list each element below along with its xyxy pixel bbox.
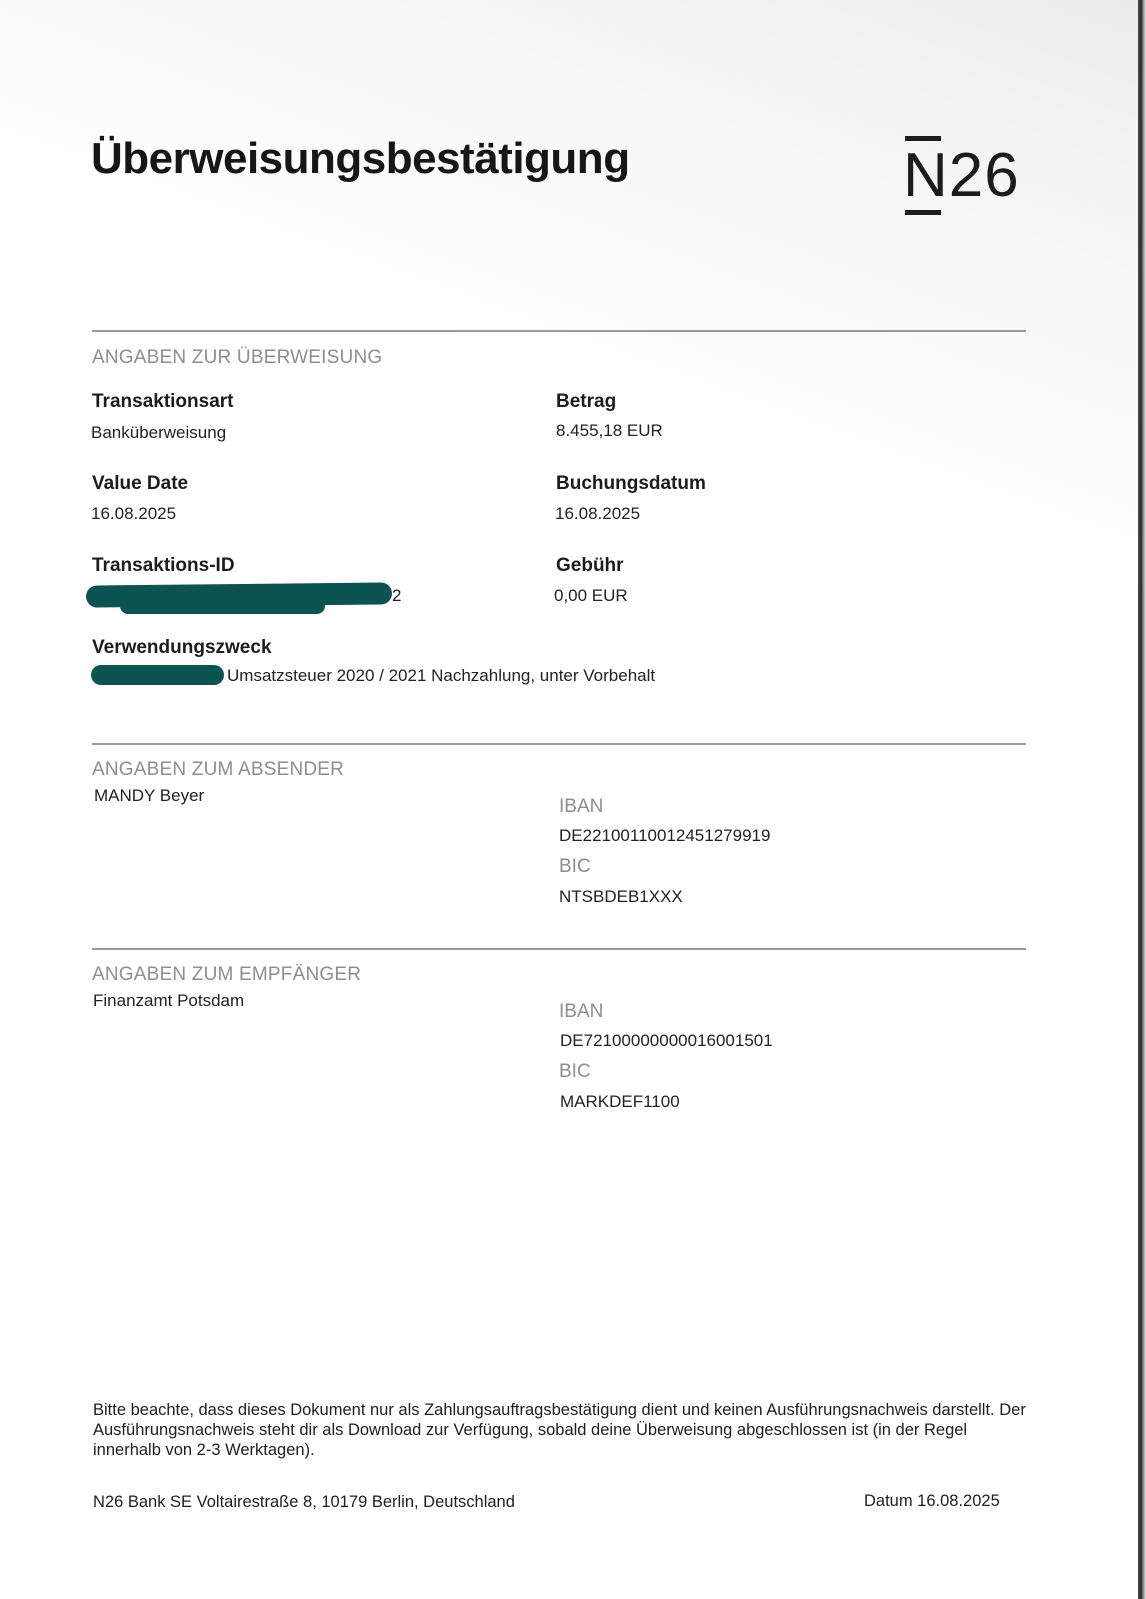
n26-logo: [903, 134, 1028, 218]
sender-iban-label: IBAN: [559, 796, 604, 817]
section-title-sender: ANGABEN ZUM ABSENDER: [92, 759, 345, 780]
purpose-redaction: [91, 665, 224, 685]
page-edge-shadow: [1138, 0, 1146, 1599]
booking-date-label: Buchungsdatum: [556, 473, 706, 494]
section-title-recipient: ANGABEN ZUM EMPFÄNGER: [92, 964, 362, 985]
section-title-transfer: ANGABEN ZUR ÜBERWEISUNG: [92, 347, 383, 368]
recipient-bic-value: MARKDEF1100: [560, 1092, 680, 1111]
document-date: Datum 16.08.2025: [864, 1492, 1000, 1510]
sender-bic-value: NTSBDEB1XXX: [559, 887, 683, 906]
transaction-id-label: Transaktions-ID: [92, 555, 235, 576]
recipient-name: Finanzamt Potsdam: [93, 991, 245, 1010]
logo-bar-bottom: [905, 210, 941, 215]
amount-label: Betrag: [556, 391, 617, 412]
divider-recipient: [92, 948, 1026, 950]
booking-date-value: 16.08.2025: [555, 504, 641, 523]
recipient-iban-label: IBAN: [559, 1001, 604, 1022]
divider-transfer: [92, 330, 1026, 332]
recipient-iban-value: DE72100000000016001501: [560, 1031, 773, 1050]
value-date-value: 16.08.2025: [91, 504, 177, 523]
fee-value: 0,00 EUR: [554, 586, 628, 605]
sender-bic-label: BIC: [559, 856, 591, 877]
transaction-id-redaction-lower: [120, 598, 325, 614]
document-title: Überweisungsbestätigung: [91, 134, 630, 183]
fee-label: Gebühr: [556, 555, 624, 576]
bank-address: N26 Bank SE Voltairestraße 8, 10179 Berlin, Deutschland: [93, 1493, 515, 1511]
recipient-bic-label: BIC: [559, 1061, 591, 1082]
purpose-value: Umsatzsteuer 2020 / 2021 Nachzahlung, unter Vorbehalt: [227, 666, 656, 685]
transaction-id-value: 2: [392, 586, 402, 605]
transaction-type-value: Banküberweisung: [91, 423, 227, 442]
transaction-type-label: Transaktionsart: [92, 391, 234, 412]
disclaimer-notice: Bitte beachte, dass dieses Dokument nur als Zahlungsauftragsbestätigung dient und keinen Ausführungsnachweis darstellt. Der Ausführungsnachweis steht dir als Download zur Verfügung, sobald deine Überweisung abgeschlossen ist (in der Regel innerhalb von 2-3 Werktagen).: [93, 1401, 1026, 1459]
value-date-label: Value Date: [92, 473, 189, 494]
divider-sender: [92, 743, 1026, 745]
amount-value: 8.455,18 EUR: [556, 421, 663, 440]
sender-iban-value: DE22100110012451279919: [559, 826, 771, 845]
logo-wordmark: N26: [903, 141, 1020, 210]
sender-name: MANDY Beyer: [94, 786, 205, 805]
purpose-label: Verwendungszweck: [92, 637, 272, 658]
